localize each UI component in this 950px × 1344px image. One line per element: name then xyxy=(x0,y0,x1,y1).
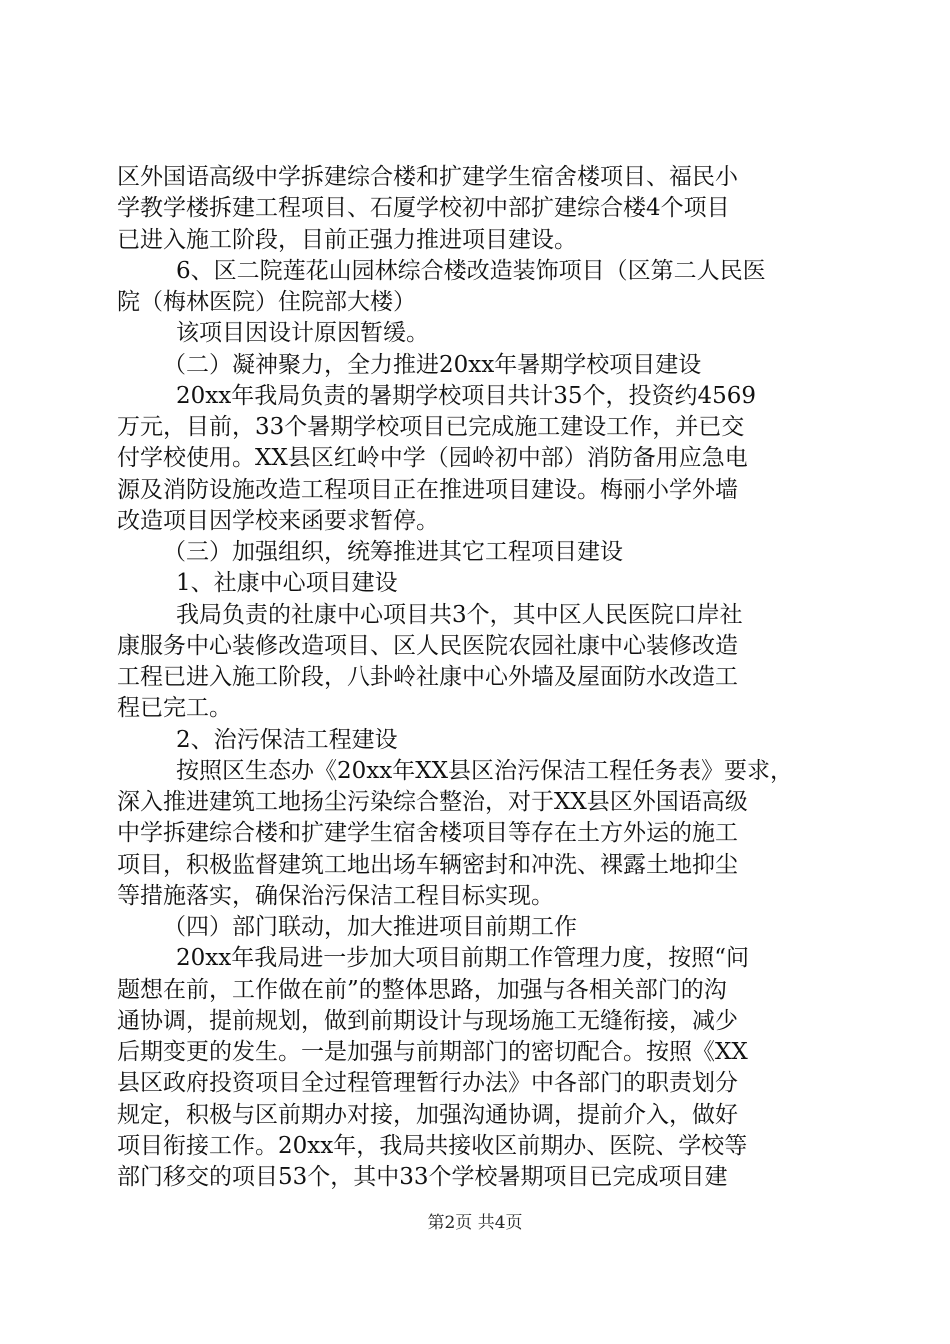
text-line: 后期变更的发生。一是加强与前期部门的密切配合。按照《XX xyxy=(117,1039,748,1065)
text-line: 按照区生态办《20xx年XX县区治污保洁工程任务表》要求， xyxy=(176,758,793,784)
text-line: 县区政府投资项目全过程管理暂行办法》中各部门的职责划分 xyxy=(117,1070,738,1096)
text-line: 项目，积极监督建筑工地出场车辆密封和冲洗、裸露土地抑尘 xyxy=(117,852,738,878)
page-footer xyxy=(0,1212,950,1234)
text-line: 深入推进建筑工地扬尘污染综合整治，对于XX县区外国语高级 xyxy=(117,789,748,815)
text-line: 改造项目因学校来函要求暂停。 xyxy=(117,508,439,534)
text-line: 院（梅林医院）住院部大楼） xyxy=(117,289,416,315)
text-line: 规定，积极与区前期办对接，加强沟通协调，提前介入，做好 xyxy=(117,1102,738,1128)
text-line: 已进入施工阶段，目前正强力推进项目建设。 xyxy=(117,227,577,253)
subsection-heading: 2、治污保洁工程建设 xyxy=(176,727,398,753)
text-line: 20xx年我局进一步加大项目前期工作管理力度，按照“问 xyxy=(176,945,749,971)
page-number-label: 第2页 共4页 xyxy=(427,1213,523,1233)
section-heading: （四）部门联动，加大推进项目前期工作 xyxy=(163,914,577,940)
subsection-heading: 1、社康中心项目建设 xyxy=(176,570,398,596)
text-line: 康服务中心装修改造项目、区人民医院农园社康中心装修改造 xyxy=(117,633,738,659)
text-line: 通协调，提前规划，做到前期设计与现场施工无缝衔接，减少 xyxy=(117,1008,738,1034)
text-line: 6、区二院莲花山园林综合楼改造装饰项目（区第二人民医 xyxy=(176,258,766,284)
text-line: 题想在前，工作做在前”的整体思路，加强与各相关部门的沟 xyxy=(117,977,727,1003)
text-line: 我局负责的社康中心项目共3个，其中区人民医院口岸社 xyxy=(176,602,743,628)
text-line: 区外国语高级中学拆建综合楼和扩建学生宿舍楼项目、福民小 xyxy=(117,164,738,190)
text-line: 万元，目前，33个暑期学校项目已完成施工建设工作，并已交 xyxy=(117,414,745,440)
text-line: 源及消防设施改造工程项目正在推进项目建设。梅丽小学外墙 xyxy=(117,477,738,503)
text-line: 等措施落实，确保治污保洁工程目标实现。 xyxy=(117,883,554,909)
text-line: 部门移交的项目53个，其中33个学校暑期项目已完成项目建 xyxy=(117,1164,728,1190)
section-heading: （三）加强组织，统筹推进其它工程项目建设 xyxy=(163,539,623,565)
text-line: 项目衔接工作。20xx年，我局共接收区前期办、医院、学校等 xyxy=(117,1133,748,1159)
text-line: 程已完工。 xyxy=(117,695,232,721)
section-heading: （二）凝神聚力，全力推进20xx年暑期学校项目建设 xyxy=(163,352,702,378)
text-line: 20xx年我局负责的暑期学校项目共计35个，投资约4569 xyxy=(176,383,757,409)
text-line: 中学拆建综合楼和扩建学生宿舍楼项目等存在土方外运的施工 xyxy=(117,820,738,846)
text-line: 付学校使用。XX县区红岭中学（园岭初中部）消防备用应急电 xyxy=(117,445,748,471)
text-line: 工程已进入施工阶段，八卦岭社康中心外墙及屋面防水改造工 xyxy=(117,664,738,690)
text-line: 该项目因设计原因暂缓。 xyxy=(176,320,429,346)
text-line: 学教学楼拆建工程项目、石厦学校初中部扩建综合楼4个项目 xyxy=(117,195,730,221)
